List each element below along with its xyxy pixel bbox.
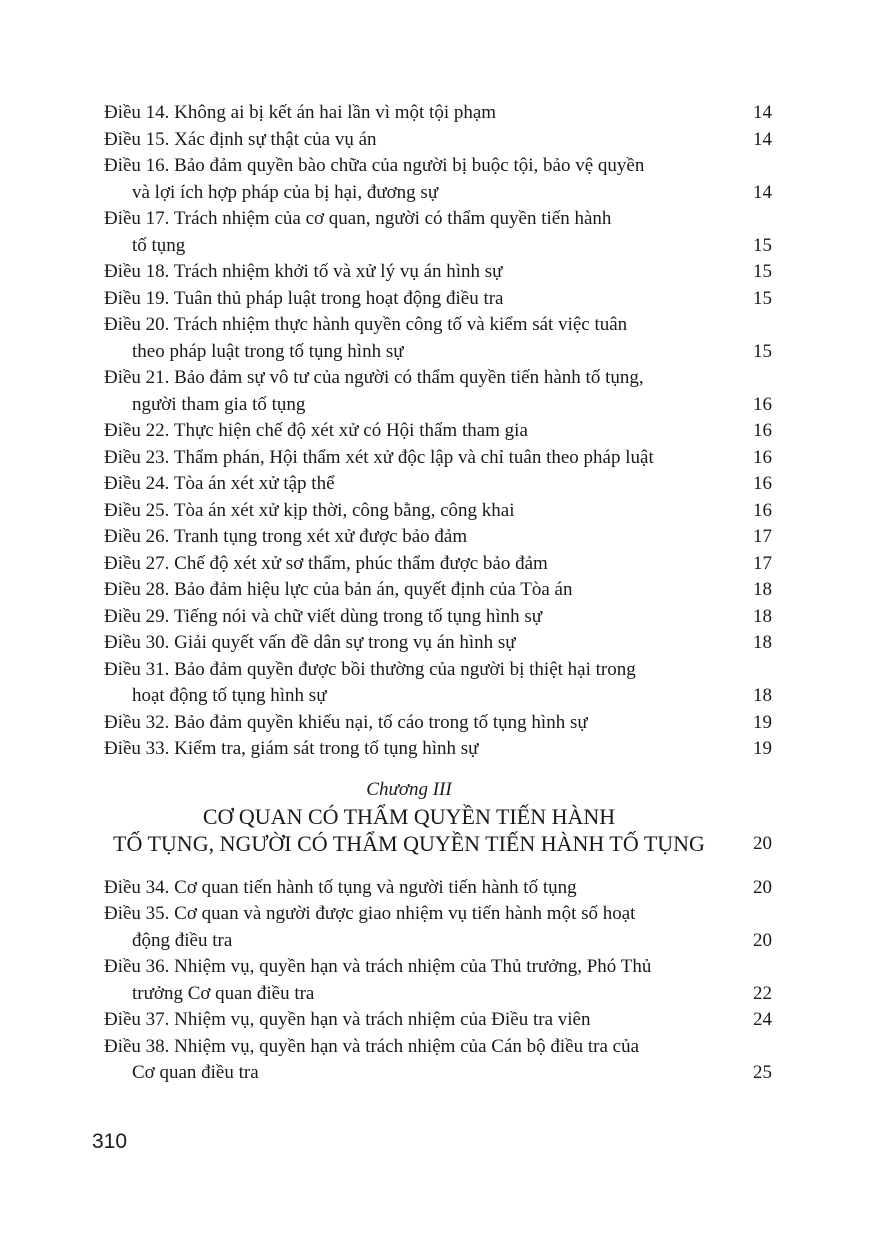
toc-entry-title: Điều 34. Cơ quan tiến hành tố tụng và người tiến hành tố tụng xyxy=(104,876,577,898)
toc-entry-page: 25 xyxy=(753,1062,772,1083)
toc-entry xyxy=(104,153,772,206)
toc-entry-page: 24 xyxy=(753,1009,772,1030)
toc-entry xyxy=(104,445,772,472)
toc-entry-title: Điều 38. Nhiệm vụ, quyền hạn và trách nhiệm của Cán bộ điều tra của xyxy=(104,1035,639,1057)
toc-entry-page: 15 xyxy=(753,261,772,282)
toc-entry-page: 15 xyxy=(753,287,772,309)
toc-entry xyxy=(104,100,772,127)
toc-entry xyxy=(104,954,772,1007)
toc-entry-title: Điều 18. Trách nhiệm khởi tố và xử lý vụ án hình sự xyxy=(104,261,503,282)
toc-entry-page: 18 xyxy=(753,579,772,600)
toc-entry xyxy=(104,604,772,631)
toc-entry-title: Điều 21. Bảo đảm sự vô tư của người có thẩm quyền tiến hành tố tụng, xyxy=(104,367,644,388)
chapter-title xyxy=(104,803,772,857)
toc-entry xyxy=(104,875,772,902)
toc-entry xyxy=(104,471,772,498)
toc-entry-title: Điều 31. Bảo đảm quyền được bồi thường của người bị thiệt hại trong xyxy=(104,658,636,680)
toc-entry xyxy=(104,498,772,525)
toc-entry-title: Điều 26. Tranh tụng trong xét xử được bảo đảm xyxy=(104,526,468,547)
toc-entry-title: Điều 32. Bảo đảm quyền khiếu nại, tố cáo trong tố tụng hình sự xyxy=(104,711,588,733)
toc-entry-title: Điều 17. Trách nhiệm của cơ quan, người có thẩm quyền tiến hành xyxy=(104,208,612,229)
toc-entry-page: 16 xyxy=(753,499,772,521)
toc-entry xyxy=(104,286,772,313)
toc-entry-title: Điều 20. Trách nhiệm thực hành quyền công tố và kiểm sát việc tuân xyxy=(104,314,628,335)
toc-entry-page: 14 xyxy=(753,181,772,203)
toc-entry xyxy=(104,127,772,154)
toc-entry xyxy=(104,630,772,657)
toc-entry-title: Điều 16. Bảo đảm quyền bào chữa của người bị buộc tội, bảo vệ quyền xyxy=(104,155,645,176)
toc-entry-page: 22 xyxy=(753,982,772,1004)
toc-entry xyxy=(104,524,772,551)
toc-entry xyxy=(104,710,772,737)
toc-entry-page: 20 xyxy=(753,929,772,951)
toc-entry xyxy=(104,206,772,259)
toc-entry-title: Điều 33. Kiểm tra, giám sát trong tố tụng hình sự xyxy=(104,738,479,759)
toc-entry-page: 14 xyxy=(753,128,772,150)
toc-group-before xyxy=(104,100,772,763)
toc-entry-page: 19 xyxy=(753,711,772,733)
toc-entry-continuation: và lợi ích hợp pháp của bị hại, đương sự xyxy=(132,181,439,203)
toc-entry-continuation: trưởng Cơ quan điều tra xyxy=(132,982,315,1004)
toc-entry xyxy=(104,1034,772,1087)
toc-entry xyxy=(104,577,772,604)
page-number: 310 xyxy=(92,1130,128,1153)
toc-group-after xyxy=(104,875,772,1087)
toc-entry-page: 19 xyxy=(753,738,772,759)
chapter-heading xyxy=(104,777,772,857)
toc-entry xyxy=(104,259,772,286)
toc-entry-page: 15 xyxy=(753,340,772,362)
toc-entry xyxy=(104,657,772,710)
toc-entry xyxy=(104,1007,772,1034)
toc-entry-title: Điều 29. Tiếng nói và chữ viết dùng trong tố tụng hình sự xyxy=(104,605,543,627)
toc-entry-page: 16 xyxy=(753,473,772,494)
toc-entry-title: Điều 28. Bảo đảm hiệu lực của bản án, quyết định của Tòa án xyxy=(104,579,573,600)
toc-entry xyxy=(104,551,772,578)
toc-entry-title: Điều 23. Thẩm phán, Hội thẩm xét xử độc lập và chỉ tuân theo pháp luật xyxy=(104,446,654,468)
toc-entry-title: Điều 15. Xác định sự thật của vụ án xyxy=(104,128,377,150)
toc-entry-page: 16 xyxy=(753,420,772,441)
toc-entry-page: 14 xyxy=(753,102,772,123)
toc-entry-title: Điều 30. Giải quyết vấn đề dân sự trong vụ án hình sự xyxy=(104,632,516,653)
toc-entry xyxy=(104,736,772,763)
toc-entry-title: Điều 37. Nhiệm vụ, quyền hạn và trách nhiệm của Điều tra viên xyxy=(104,1009,591,1030)
toc-entry-page: 16 xyxy=(753,393,772,415)
toc-entry-continuation: động điều tra xyxy=(132,929,233,951)
table-of-contents xyxy=(104,100,772,1087)
chapter-page-number: 20 xyxy=(753,832,772,854)
toc-entry-page: 18 xyxy=(753,632,772,653)
toc-entry-title: Điều 36. Nhiệm vụ, quyền hạn và trách nhiệm của Thủ trưởng, Phó Thủ xyxy=(104,956,652,977)
toc-entry-continuation: Cơ quan điều tra xyxy=(132,1062,259,1083)
toc-entry-page: 16 xyxy=(753,446,772,468)
toc-entry-continuation: tố tụng xyxy=(132,234,186,256)
chapter-title-line-2: TỐ TỤNG, NGƯỜI CÓ THẨM QUYỀN TIẾN HÀNH TỐ TỤNG xyxy=(113,830,705,856)
toc-entry-continuation: hoạt động tố tụng hình sự xyxy=(132,685,327,706)
toc-entry xyxy=(104,901,772,954)
toc-entry-title: Điều 27. Chế độ xét xử sơ thẩm, phúc thẩm được bảo đảm xyxy=(104,552,548,574)
toc-entry-title: Điều 35. Cơ quan và người được giao nhiệm vụ tiến hành một số hoạt xyxy=(104,903,636,924)
toc-entry-page: 17 xyxy=(753,526,772,547)
toc-entry-continuation: theo pháp luật trong tố tụng hình sự xyxy=(132,340,404,362)
toc-entry-page: 15 xyxy=(753,234,772,256)
toc-entry xyxy=(104,312,772,365)
toc-entry-title: Điều 25. Tòa án xét xử kịp thời, công bằng, công khai xyxy=(104,499,515,521)
toc-entry-page: 18 xyxy=(753,605,772,627)
toc-entry-page: 17 xyxy=(753,552,772,574)
toc-entry-page: 20 xyxy=(753,876,772,898)
toc-entry-continuation: người tham gia tố tụng xyxy=(132,393,306,415)
toc-entry-title: Điều 14. Không ai bị kết án hai lần vì một tội phạm xyxy=(104,102,497,123)
toc-entry-page: 18 xyxy=(753,685,772,706)
toc-entry-title: Điều 19. Tuân thủ pháp luật trong hoạt động điều tra xyxy=(104,287,504,309)
chapter-title-line-1: CƠ QUAN CÓ THẨM QUYỀN TIẾN HÀNH xyxy=(202,803,616,829)
toc-entry xyxy=(104,365,772,418)
toc-entry-title: Điều 24. Tòa án xét xử tập thể xyxy=(104,473,335,494)
toc-entry-title: Điều 22. Thực hiện chế độ xét xử có Hội thẩm tham gia xyxy=(104,420,528,441)
chapter-label: Chương III xyxy=(366,778,452,800)
toc-entry xyxy=(104,418,772,445)
